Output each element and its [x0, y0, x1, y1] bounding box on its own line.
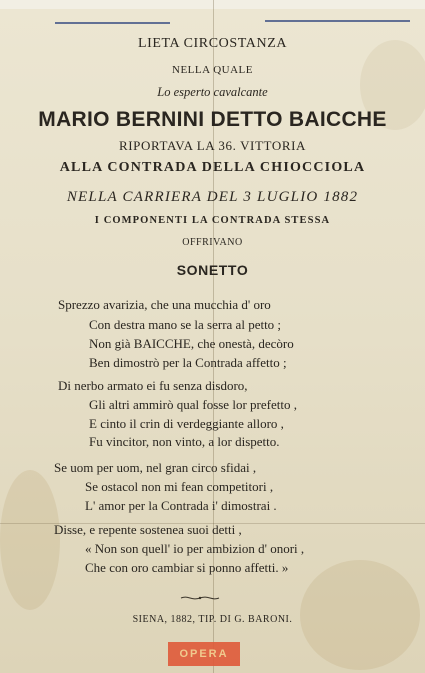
- verse-line: Se ostacol non mi fean competitori ,: [85, 479, 274, 494]
- verse-line: E cinto il crin di verdeggiante alloro ,: [89, 416, 284, 431]
- verse-line: Di nerbo armato ei fu senza disdoro,: [58, 378, 248, 393]
- verse-line: Fu vincitor, non vinto, a lor dispetto.: [89, 434, 280, 449]
- verse-line: Gli altri ammirò qual fosse lor prefetto ,: [89, 397, 297, 412]
- jockey-name: MARIO BERNINI DETTO BAICCHE: [38, 108, 387, 131]
- verse-line: Che con oro cambiar si ponno affetti. »: [85, 560, 289, 575]
- verse-line: Disse, e repente sostenea suoi detti ,: [54, 522, 242, 537]
- verse-line: Ben dimostrò per la Contrada affetto ;: [89, 355, 287, 370]
- ornament-divider: [180, 594, 220, 602]
- components-line: I COMPONENTI LA CONTRADA STESSA: [94, 215, 331, 226]
- verse-line: L' amor per la Contrada i' dimostrai .: [85, 498, 277, 513]
- sonnet-heading: SONETTO: [176, 262, 249, 278]
- verse-line: « Non son quell' io per ambizion d' onori ,: [85, 541, 305, 556]
- verse-line: Sprezzo avarizia, che una mucchia d' oro: [58, 297, 271, 312]
- top-rule-left: [55, 22, 170, 24]
- printer-imprint: SIENA, 1882, TIP. DI G. BARONI.: [132, 614, 293, 625]
- paper-stain: [0, 470, 60, 610]
- race-date-line: NELLA CARRIERA DEL 3 LUGLIO 1882: [66, 189, 359, 205]
- red-stamp: OPERA: [168, 642, 240, 666]
- top-rule-right: [265, 20, 410, 22]
- offrivano-line: OFFRIVANO: [182, 237, 243, 248]
- subtitle-nella-quale: NELLA QUALE: [172, 64, 253, 76]
- victory-line: RIPORTAVA LA 36. VITTORIA: [118, 138, 307, 153]
- subtitle-cavalcante: Lo esperto cavalcante: [157, 85, 268, 99]
- verse-line: Con destra mano se la serra al petto ;: [89, 317, 282, 332]
- contrada-line: ALLA CONTRADA DELLA CHIOCCIOLA: [59, 160, 366, 175]
- verse-line: Non già BAICCHE, che onestà, decòro: [89, 336, 294, 351]
- verse-line: Se uom per uom, nel gran circo sfidai ,: [54, 460, 257, 475]
- title: LIETA CIRCOSTANZA: [137, 36, 288, 51]
